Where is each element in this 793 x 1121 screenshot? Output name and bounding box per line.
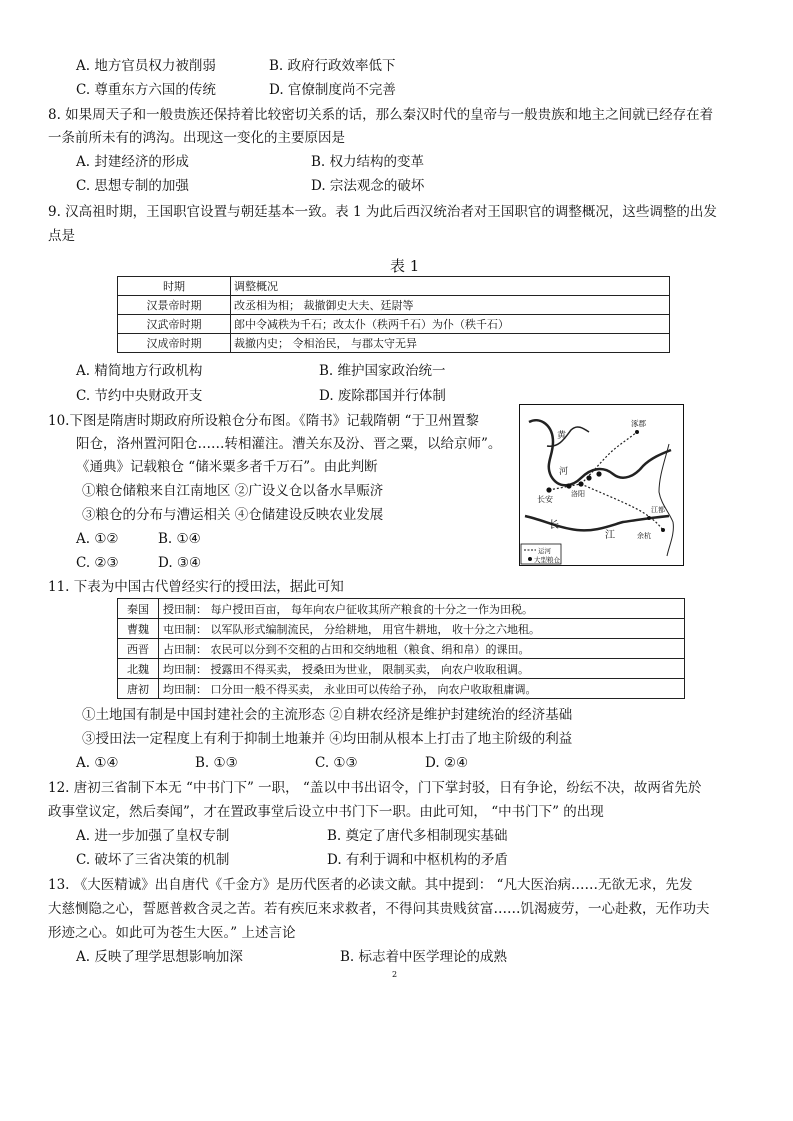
q8-option-c: C. 思想专制的加强	[76, 178, 189, 194]
table-cell-system: 均田制： 授露田不得买卖， 授桑田为世业， 限制买卖， 向农户收取租调。	[159, 659, 685, 679]
label-jiangdu: 江都	[651, 506, 665, 514]
granary-distribution-map	[519, 404, 684, 566]
q13-option-b: B. 标志着中医学理论的成熟	[340, 949, 508, 965]
table-cell-dynasty: 唐初	[118, 679, 159, 699]
q9-option-a: A. 精简地方行政机构	[76, 363, 203, 379]
legend-canal-label: 运河	[538, 547, 551, 555]
q11-option-c: C. ①③	[315, 755, 358, 771]
q10-stem-line2: 阳仓，洛州置河阳仓……转相灌注。漕关东及汾、晋之粟，以给京师”。	[76, 436, 502, 452]
legend-granary-swatch	[528, 557, 532, 561]
q11-option-d: D. ②④	[425, 755, 469, 771]
table-cell-detail: 裁撤内史； 令相治民， 与郡太守无异	[231, 334, 670, 353]
city-marker	[661, 528, 665, 532]
granary-marker	[578, 481, 583, 486]
q11-stem: 11. 下表为中国古代曾经实行的授田法，据此可知	[48, 579, 344, 595]
table-cell-period: 汉景帝时期	[118, 296, 231, 315]
label-luoyang: 洛阳	[571, 490, 585, 498]
label-huang: 黄	[557, 431, 567, 441]
label-chang: 长	[549, 520, 559, 531]
granary-marker	[596, 471, 601, 476]
q10-option-c: C. ②③	[76, 555, 119, 571]
q10-option-d: D. ③④	[158, 555, 202, 571]
label-jiang: 江	[605, 530, 615, 541]
granary-marker	[586, 475, 591, 480]
table-row	[118, 296, 670, 315]
q10-option-b: B. ①④	[158, 531, 201, 547]
label-changan: 长安	[537, 495, 553, 504]
table-cell-detail: 改丞相为相； 裁撤御史大夫、廷尉等	[231, 296, 670, 315]
q9-option-d: D. 废除郡国并行体制	[319, 388, 446, 404]
table-cell-system: 授田制： 每户授田百亩， 每年向农户征收其所产粮食的十分之一作为田税。	[159, 599, 685, 619]
q12-option-c: C. 破坏了三省决策的机制	[76, 852, 230, 868]
label-he: 河	[559, 467, 569, 477]
q12-option-b: B. 奠定了唐代多相制现实基础	[327, 828, 508, 844]
table-row	[118, 679, 685, 699]
tian-system-table	[117, 598, 685, 699]
q10-option-a: A. ①②	[76, 531, 119, 547]
table-header-cell: 时期	[118, 277, 231, 296]
q11-statement-1-2: ①土地国有制是中国封建社会的主流形态 ②自耕农经济是维护封建统治的经济基础	[82, 707, 573, 723]
table-cell-system: 屯田制： 以军队形式编制流民， 分给耕地， 用官牛耕地， 收十分之六地租。	[159, 619, 685, 639]
granary-marker	[546, 487, 551, 492]
q8-option-a: A. 封建经济的形成	[76, 154, 189, 170]
q7-option-a: A. 地方官员权力被削弱	[76, 58, 216, 74]
q12-option-d: D. 有利于调和中枢机构的矛盾	[327, 852, 508, 868]
legend-granary-label: 大型粮仓	[534, 556, 560, 564]
q13-option-a: A. 反映了理学思想影响加深	[76, 949, 243, 965]
city-marker	[647, 516, 651, 520]
q11-statement-3-4: ③授田法一定程度上有利于抑制土地兼并 ④均田制从根本上打击了地主阶级的利益	[82, 731, 573, 747]
table1-caption: 表 1	[390, 257, 420, 275]
q8-option-b: B. 权力结构的变革	[311, 154, 425, 170]
table-row	[118, 334, 670, 353]
table-cell-dynasty: 西晋	[118, 639, 159, 659]
q10-statement-1-2: ①粮仓储粮来自江南地区 ②广设义仓以备水旱赈济	[82, 483, 384, 499]
table-cell-detail: 郎中令减秩为千石；改太仆（秩两千石）为仆（秩千石）	[231, 315, 670, 334]
q9-stem-line2: 点是	[48, 228, 75, 244]
q13-stem-line1: 13. 《大医精诚》出自唐代《千金方》是历代医者的必读文献。其中提到： “凡大医治病……无欲无求，先发	[48, 877, 693, 893]
table-header-cell: 调整概况	[231, 277, 670, 296]
q9-option-b: B. 维护国家政治统一	[319, 363, 446, 379]
q10-stem-line1: 10.下图是隋唐时期政府所设粮仓分布图。《隋书》记载隋朝 “于卫州置黎	[48, 413, 479, 429]
table-row	[118, 619, 685, 639]
q8-stem-line2: 一条前所未有的鸿沟。出现这一变化的主要原因是	[48, 130, 345, 146]
q12-option-a: A. 进一步加强了皇权专制	[76, 828, 230, 844]
table-row	[118, 659, 685, 679]
label-yuhang: 余杭	[637, 532, 651, 540]
table-cell-dynasty: 秦国	[118, 599, 159, 619]
table-header-row	[118, 277, 670, 296]
q13-stem-line2: 大慈恻隐之心，誓愿普救含灵之苦。若有疾厄来求救者，不得问其贵贱贫富……饥渴疲劳，一心赴救，无作功夫	[48, 901, 710, 917]
q11-option-a: A. ①④	[76, 755, 119, 771]
label-zhuojun: 涿郡	[631, 419, 646, 428]
table-cell-period: 汉成帝时期	[118, 334, 231, 353]
table-row	[118, 599, 685, 619]
table-row	[118, 639, 685, 659]
table-cell-period: 汉武帝时期	[118, 315, 231, 334]
q7-option-b: B. 政府行政效率低下	[269, 58, 396, 74]
table-row	[118, 315, 670, 334]
table-cell-system: 占田制： 农民可以分到不交租的占田和交纳地租（粮食、绢和帛）的课田。	[159, 639, 685, 659]
q9-stem-line1: 9. 汉高祖时期，王国职官设置与朝廷基本一致。表 1 为此后西汉统治者对王国职官的调整概况，这些调整的出发	[48, 204, 717, 220]
q11-option-b: B. ①③	[195, 755, 238, 771]
q12-stem-line2: 政事堂议定，然后奏闻”，才在置政事堂后设立中书门下一职。由此可知， “中书门下” 的出现	[48, 804, 604, 820]
q7-option-c: C. 尊重东方六国的传统	[76, 82, 216, 98]
q9-option-c: C. 节约中央财政开支	[76, 388, 203, 404]
granary-marker	[566, 483, 571, 488]
table-cell-dynasty: 曹魏	[118, 619, 159, 639]
q8-stem-line1: 8. 如果周天子和一般贵族还保持着比较密切关系的话，那么秦汉时代的皇帝与一般贵族和地主之间就已经存在着	[48, 107, 714, 123]
page-number: 2	[392, 970, 398, 979]
q10-statement-3-4: ③粮仓的分布与漕运相关 ④仓储建设反映农业发展	[82, 507, 384, 523]
q8-option-d: D. 宗法观念的破坏	[311, 178, 425, 194]
q13-stem-line3: 形迹之心。如此可为苍生大医。” 上述言论	[48, 925, 296, 941]
table-cell-system: 均田制： 口分田一般不得买卖， 永业田可以传给子孙， 向农户收取租庸调。	[159, 679, 685, 699]
table-cell-dynasty: 北魏	[118, 659, 159, 679]
city-marker	[635, 430, 639, 434]
q12-stem-line1: 12. 唐初三省制下本无 “中书门下” 一职， “盖以中书出诏令，门下掌封驳，日有争论，纷纭不决，故两省先於	[48, 780, 702, 796]
q10-stem-line3: 《通典》记载粮仓 “储米粟多者千万石”。由此判断	[76, 459, 378, 475]
q7-option-d: D. 官僚制度尚不完善	[269, 82, 396, 98]
table1	[117, 276, 670, 353]
